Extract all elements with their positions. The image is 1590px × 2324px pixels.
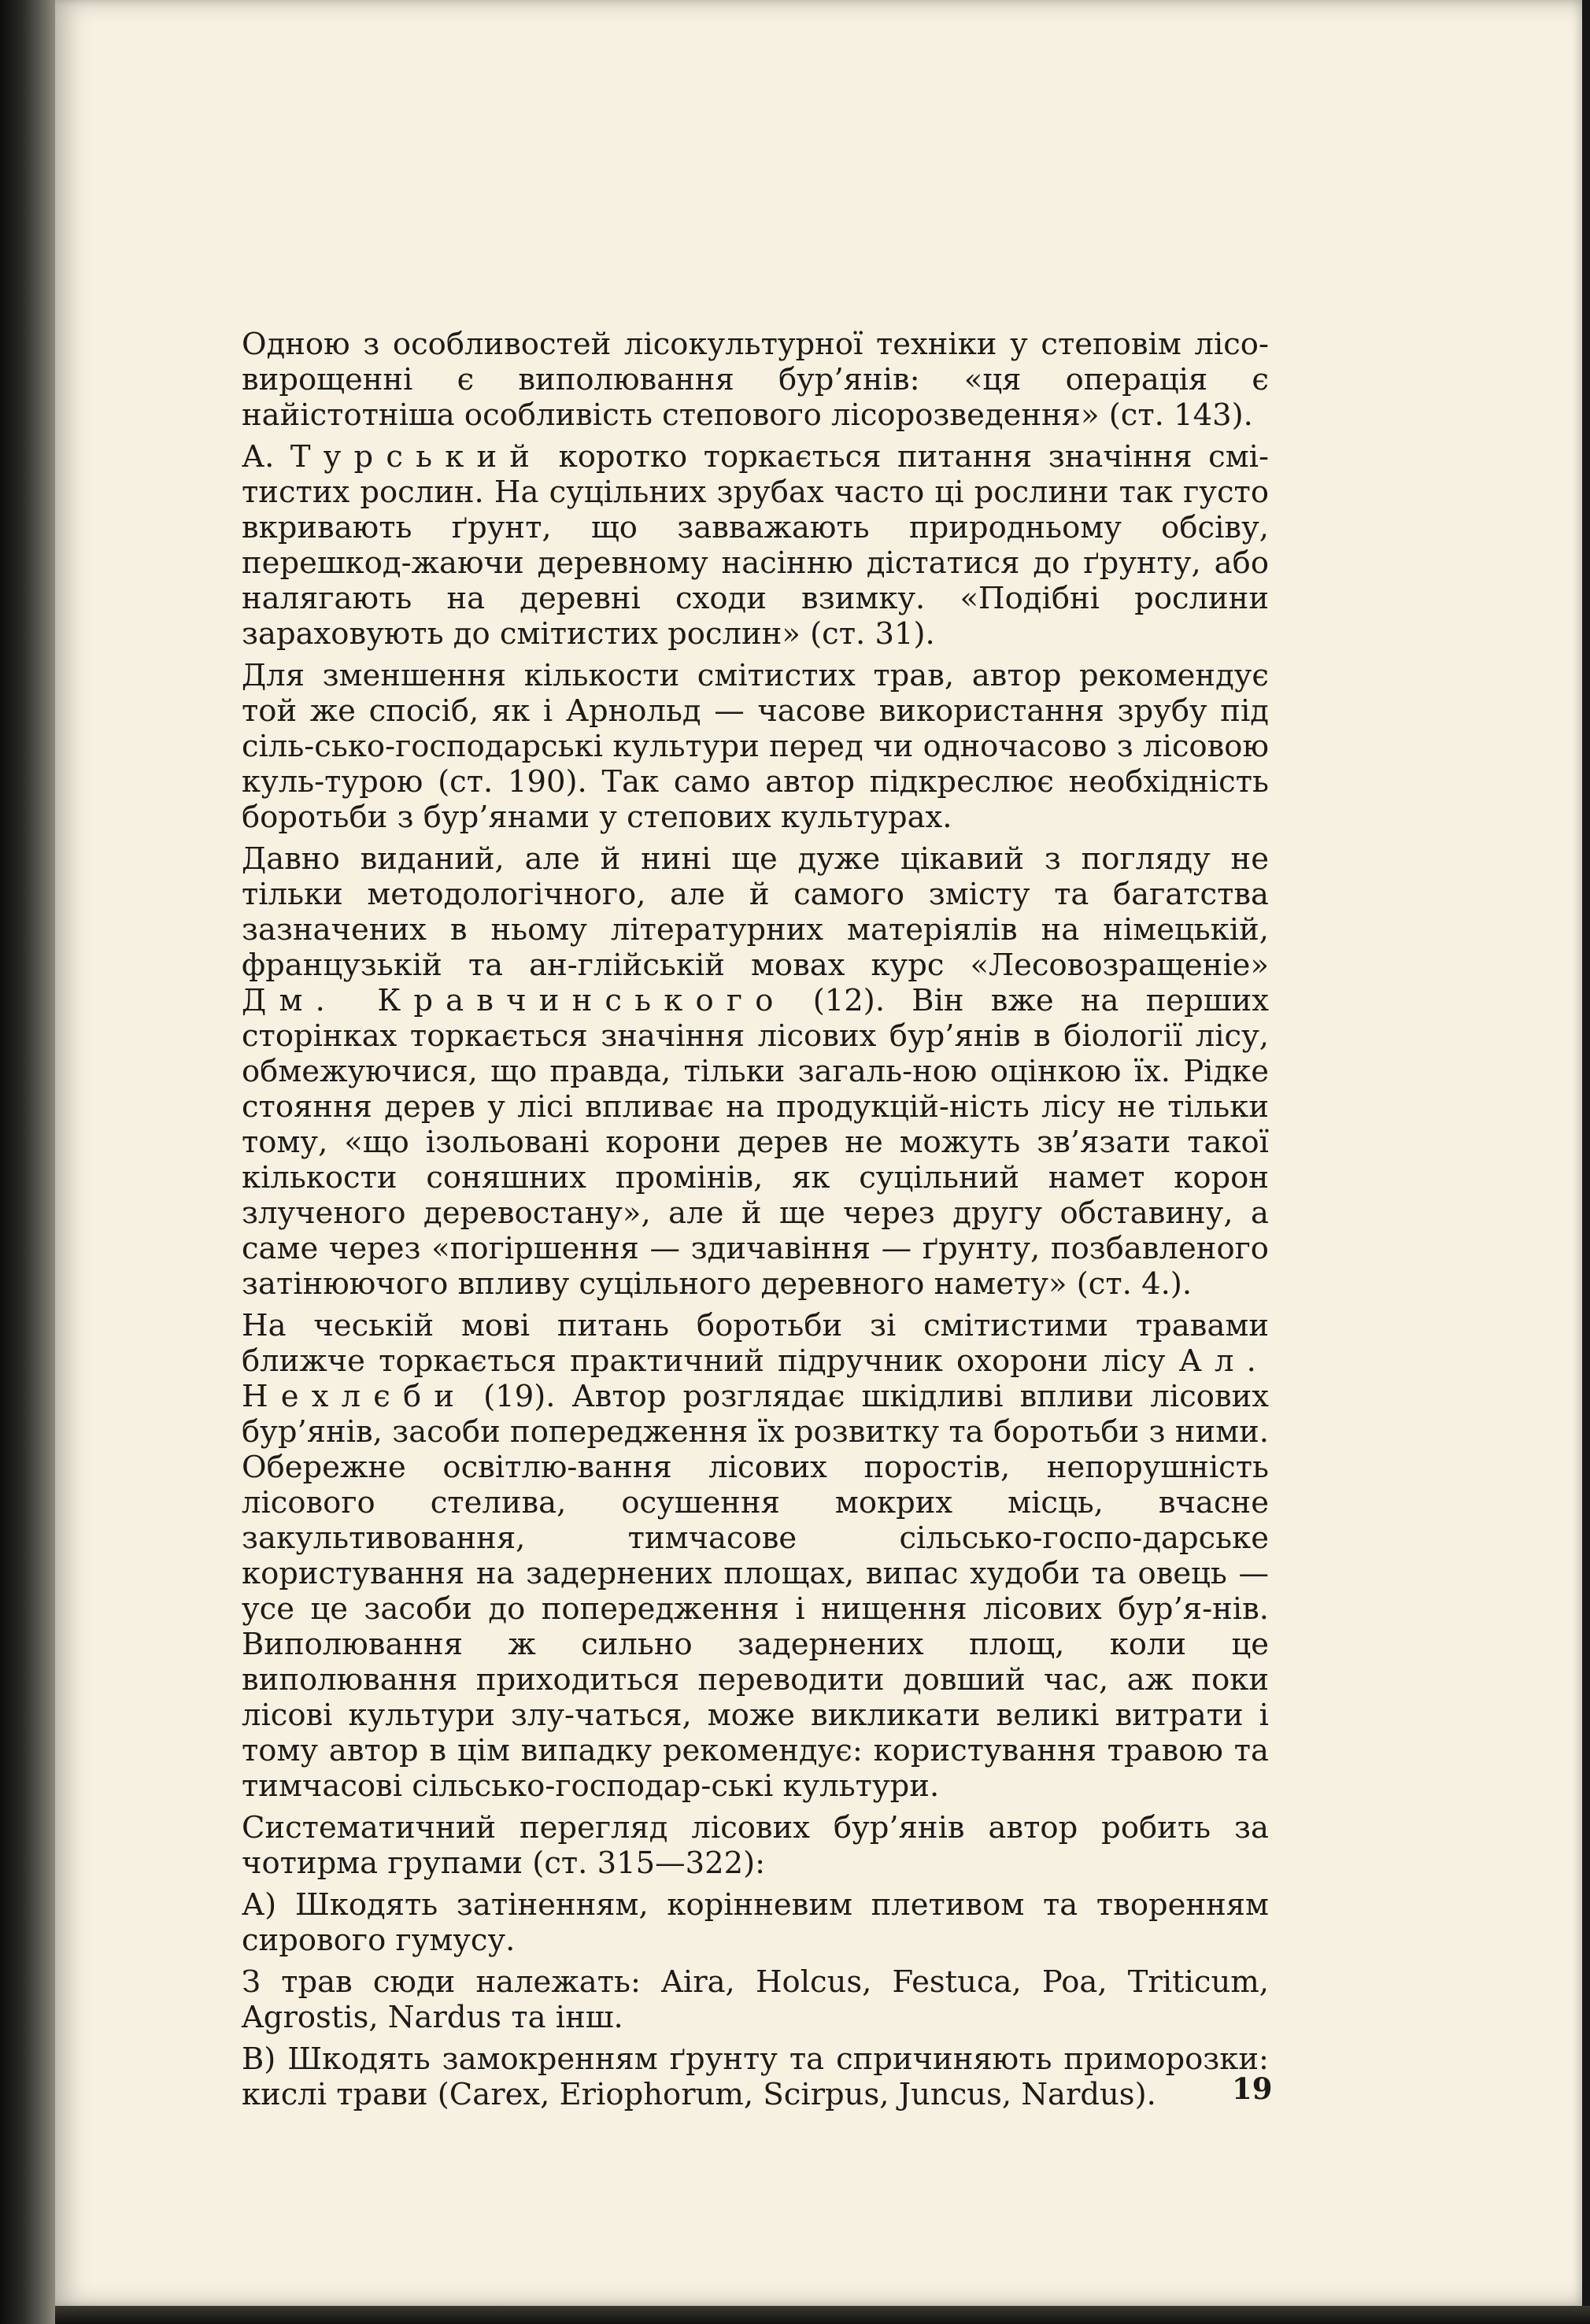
- paragraph: [242, 1308, 1269, 1804]
- paragraph: [242, 658, 1269, 835]
- paragraph: [242, 2041, 1273, 2112]
- text-run: З трав сюди належать: Aira, Holcus, Festuca, Poa, Triticum, Agrostis, Nardus та інш.: [242, 1964, 1269, 2035]
- text-run: Систематичний перегляд лісових бур’янів автор робить за чотирма групами (ст. 315—322):: [242, 1810, 1269, 1881]
- body-text: [242, 327, 1273, 2119]
- paragraph: [242, 439, 1269, 652]
- page-bottom-edge: [55, 2306, 1590, 2324]
- book-binding-shadow: [0, 0, 55, 2324]
- text-run: А) Шкодять затіненням, корінневим плетивом та творенням сирового гумусу.: [242, 1887, 1269, 1958]
- spaced-author-name: Турський: [290, 439, 543, 475]
- paragraph: [242, 1810, 1269, 1881]
- paragraph: [242, 327, 1269, 433]
- text-run: коротко торкається питання значіння смі-тистих рослин. На суцільних зрубах часто ці рослини так густо вкривають ґрунт, що завважають природньому обсіву, перешкод-жаючи деревному насінню дістатися до ґрунту, або налягають на деревні сходи взимку. «Подібні рослини зараховують до смітистих рослин» (ст. 31).: [242, 439, 1269, 652]
- paragraph: [242, 841, 1269, 1302]
- text-run: На чеській мові питань боротьби зі смітистими травами ближче торкається практичний підручник охорони лісу: [242, 1308, 1269, 1379]
- text-run: (19). Автор розглядає шкідливі впливи лісових бур’янів, засоби попередження їх розвитку та боротьби з ними. Обережне освітлю-вання лісових поростів, непорушність лісового стелива, осушення мокрих місць, вчасне закультивовання, тимчасове сільсько-госпо-дарське користування на задернених площах, випас худоби та овець — усе це засоби до попередження і нищення лісових бур’я-нів. Виполювання ж сильно задернених площ, коли це виполювання приходиться переводити довший час, аж поки лісові культури злу-чаться, може викликати великі витрати і тому автор в цім випадку рекомендує: користування травою та тимчасові сільсько-господар-ські культури.: [242, 1379, 1269, 1804]
- text-run: Для зменшення кількости смітистих трав, автор рекомендує той же спосіб, як і Арнольд — часове використання зрубу під сіль-сько-господарські культури перед чи одночасово з лісовою куль-турою (ст. 190). Так само автор підкреслює необхідність боротьби з бур’янами у степових культурах.: [242, 658, 1269, 835]
- text-run: (12). Він вже на перших сторінках торкається значіння лісових бур’янів в біології лісу, обмежуючися, що правда, тільки загаль-ною оцінкою їх. Рідке стояння дерев у лісі впливає на продукцій-ність лісу не тільки тому, «що ізольовані корони дерев не можуть зв’язати такої кількости соняшних промінів, як суцільний намет корон злученого деревостану», але й ще через другу обставину, а саме через «погіршення — здичавіння — ґрунту, позбавленого затінюючого впливу суцільного деревного намету» (ст. 4.).: [242, 983, 1269, 1302]
- text-run: А.: [242, 439, 290, 475]
- paragraph: [242, 1887, 1269, 1958]
- page-number: 19: [1232, 2071, 1273, 2106]
- spaced-author-name: Ал. Нехлєби: [242, 1343, 1269, 1414]
- text-run: Давно виданий, але й нині ще дуже цікавий з погляду не тільки методологічного, але й самого змісту та багатства зазначених в ньому літературних матеріялів на німецькій, французькій та ан-глійській мовах курс «Лесовозращеніе»: [242, 841, 1269, 983]
- spaced-author-name: Дм. Кравчинського: [242, 983, 786, 1018]
- paragraph: [242, 1964, 1269, 2035]
- text-run: Одною з особливостей лісокультурної техніки у степовім лісо-вирощенні є виполювання бур’янів: «ця операція є найістотніша особливість степового лісорозведення» (ст. 143).: [242, 327, 1269, 433]
- text-run: В) Шкодять замокренням ґрунту та спричиняють приморозки: кислі трави (Carex, Eriophorum, Scirpus, Juncus, Nardus).: [242, 2041, 1269, 2112]
